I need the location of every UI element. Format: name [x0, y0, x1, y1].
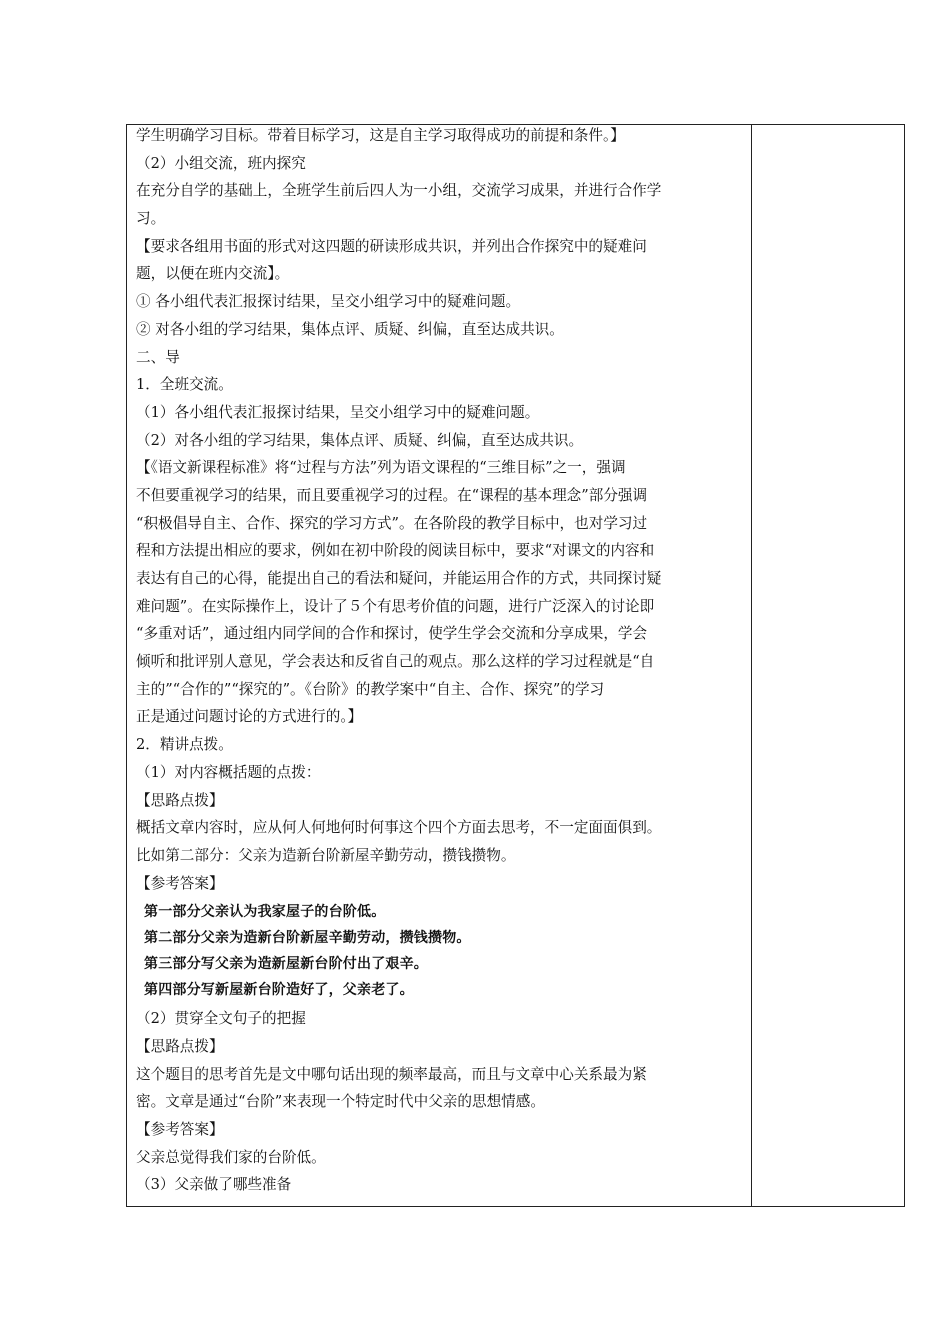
text-line: 【思路点拨】	[136, 1037, 224, 1055]
text-line: 比如第二部分：父亲为造新台阶新屋辛勤劳动，攒钱攒物。	[136, 846, 516, 864]
lesson-content	[136, 122, 746, 1199]
text-line: （1）各小组代表汇报探讨结果，呈交小组学习中的疑难问题。	[136, 403, 540, 421]
text-line: 密。文章是通过“台阶”来表现一个特定时代中父亲的思想情感。	[136, 1093, 545, 1111]
text-line: “多重对话”，通过组内同学间的合作和探讨，使学生学会交流和分享成果，学会	[136, 625, 648, 643]
text-line: 这个题目的思考首先是文中哪句话出现的频率最高，而且与文章中心关系最为紧	[136, 1065, 647, 1083]
text-line: 难问题”。在实际操作上，设计了５个有思考价值的问题，进行广泛深入的讨论即	[136, 597, 655, 615]
answer-line: 第四部分写新屋新台阶造好了，父亲老了。	[144, 982, 414, 999]
text-line: 不但要重视学习的结果，而且要重视学习的过程。在“课程的基本理念”部分强调	[136, 486, 648, 504]
text-line: （2）小组交流，班内探究	[136, 154, 306, 172]
reference-answer-block	[136, 899, 746, 1003]
text-line: ① 各小组代表汇报探讨结果，呈交小组学习中的疑难问题。	[136, 293, 521, 311]
text-line: 【参考答案】	[136, 874, 224, 892]
text-line: （2）对各小组的学习结果，集体点评、质疑、纠偏，直至达成共识。	[136, 431, 584, 449]
text-line: 【要求各组用书面的形式对这四题的研读形成共识，并列出合作探究中的疑难问	[136, 237, 647, 255]
text-line: “积极倡导自主、合作、探究的学习方式”。在各阶段的教学目标中，也对学习过	[136, 514, 648, 532]
text-line: 父亲总觉得我们家的台阶低。	[136, 1148, 326, 1166]
table-column-divider	[751, 124, 752, 1207]
text-line: 【《语文新课程标准》将“过程与方法”列为语文课程的“三维目标”之一，强调	[136, 459, 626, 477]
text-line: （2）贯穿全文句子的把握	[136, 1010, 306, 1028]
text-line: 习。	[136, 210, 166, 228]
text-line: 主的”“合作的”“探究的”。《台阶》的教学案中“自主、合作、探究”的学习	[136, 680, 605, 698]
text-line: 2．精讲点拨。	[136, 736, 233, 754]
section-heading: 二、导	[136, 348, 180, 366]
text-line: 1．全班交流。	[136, 376, 233, 394]
text-line: 【参考答案】	[136, 1121, 224, 1138]
answer-line: 第一部分父亲认为我家屋子的台阶低。	[144, 904, 386, 921]
text-line: 题，以便在班内交流】。	[136, 265, 290, 283]
text-line: 在充分自学的基础上，全班学生前后四人为一小组，交流学习成果，并进行合作学	[136, 182, 662, 200]
text-line: 【思路点拨】	[136, 791, 224, 809]
text-line: ② 对各小组的学习结果，集体点评、质疑、纠偏，直至达成共识。	[136, 320, 564, 338]
text-line: 表达有自己的心得，能提出自己的看法和疑问，并能运用合作的方式，共同探讨疑	[136, 570, 662, 587]
text-line: （1）对内容概括题的点拨：	[136, 763, 321, 781]
text-line: （3）父亲做了哪些准备	[136, 1176, 292, 1194]
text-line: 概括文章内容时，应从何人何地何时何事这个四个方面去思考，不一定面面俱到。	[136, 819, 662, 837]
answer-line: 第二部分父亲为造新台阶新屋辛勤劳动，攒钱攒物。	[144, 930, 471, 947]
text-line: 正是通过问题讨论的方式进行的。】	[136, 708, 363, 726]
text-line: 倾听和批评别人意见，学会表达和反省自己的观点。那么这样的学习过程就是“自	[136, 653, 655, 671]
text-line: 程和方法提出相应的要求，例如在初中阶段的阅读目标中，要求“对课文的内容和	[136, 542, 655, 560]
answer-line: 第三部分写父亲为造新屋新台阶付出了艰辛。	[144, 956, 428, 973]
text-line: 学生明确学习目标。带着目标学习，这是自主学习取得成功的前提和条件。】	[136, 127, 625, 144]
